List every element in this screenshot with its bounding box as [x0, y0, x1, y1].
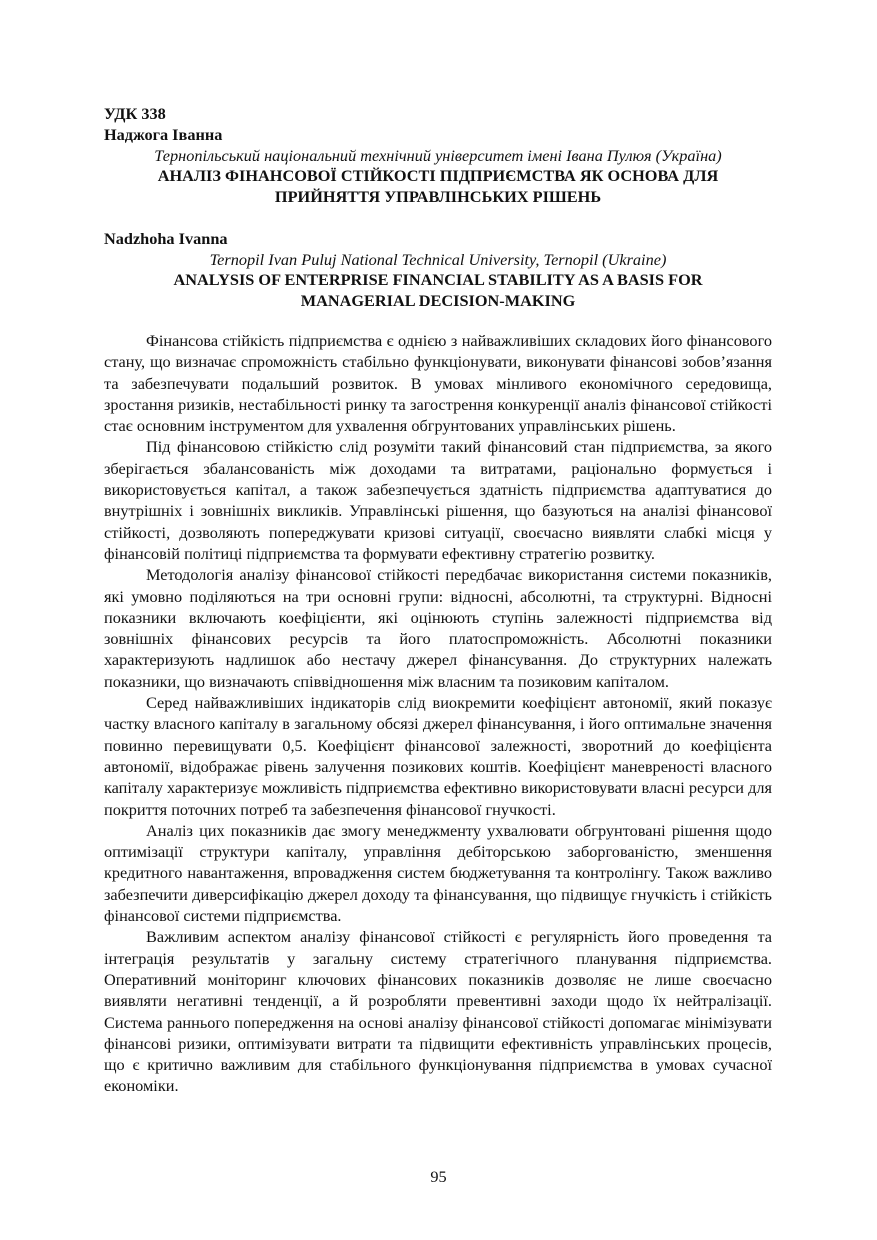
- page-number: 95: [430, 1167, 447, 1186]
- affiliation-en: Ternopil Ivan Puluj National Technical University, Ternopil (Ukraine): [209, 250, 667, 269]
- article-title-ua: АНАЛІЗ ФІНАНСОВОЇ СТІЙКОСТІ ПІДПРИЄМСТВА ЯК ОСНОВА ДЛЯ ПРИЙНЯТТЯ УПРАВЛІНСЬКИХ РІШЕНЬ: [157, 166, 719, 206]
- udc-code: УДК 338: [104, 104, 166, 123]
- body-paragraph: Важливим аспектом аналізу фінансової стійкості є регулярність його проведення та інтеграція результатів у загальну систему стратегічного планування підприємства. Оперативний моніторинг ключових фінансових показників дозволяє не лише своєчасно виявляти негативні тенденції, а й розробляти превентивні заходи щодо їх нейтралізації. Система раннього попередження на основі аналізу фінансової стійкості допомагає мінімізувати фінансові ризики, оптимізувати витрати та підвищити ефективність управлінських процесів, що є критично важливим для стабільного функціонування підприємства в умовах сучасної економіки.: [104, 927, 772, 1096]
- author-name-en: Nadzhoha Ivanna: [104, 229, 228, 248]
- author-name-ua: Наджога Іванна: [104, 125, 223, 144]
- affiliation-ua: Тернопільський національний технічний університет імені Івана Пулюя (Україна): [154, 146, 722, 165]
- article-title-en: ANALYSIS OF ENTERPRISE FINANCIAL STABILITY AS A BASIS FOR MANAGERIAL DECISION-MAKING: [173, 270, 703, 310]
- body-paragraph: Серед найважливіших індикаторів слід виокремити коефіцієнт автономії, який показує частку власного капіталу в загальному обсязі джерел фінансування, і його оптимальне значення повинно перевищувати 0,5. Коефіцієнт фінансової залежності, зворотний до коефіцієнта автономії, відображає рівень залучення позикових коштів. Коефіцієнт маневреності власного капіталу характеризує можливість підприємства ефективно використовувати власні ресурси для покриття поточних потреб та забезпечення фінансової гнучкості.: [104, 693, 772, 819]
- body-paragraph: Аналіз цих показників дає змогу менеджменту ухвалювати обгрунтовані рішення щодо оптимізації структури капіталу, управління дебіторською заборгованістю, зменшення кредитного навантаження, впровадження систем бюджетування та контролінгу. Також важливо забезпечити диверсифікацію джерел доходу та фінансування, що підвищує гнучкість і стійкість фінансової системи підприємства.: [104, 820, 772, 926]
- spacer: [104, 207, 772, 228]
- body-paragraph: Методологія аналізу фінансової стійкості передбачає використання системи показників, які умовно поділяються на три основні групи: відносні, абсолютні, та структурні. Відносні показники включають коефіцієнти, які оцінюють ступінь залежності підприємства від зовнішніх фінансових ресурсів та його платоспроможність. Абсолютні показники характеризують надлишок або нестачу джерел фінансування. До структурних належать показники, що визначають співвідношення між власним та позиковим капіталом.: [104, 565, 772, 691]
- spacer: [104, 311, 772, 330]
- body-paragraph: Під фінансовою стійкістю слід розуміти такий фінансовий стан підприємства, за якого зберігається збалансованість між доходами та витратами, раціонально формується і використовується капітал, а також забезпечується здатність підприємства адаптуватися до внутрішніх і зовнішніх викликів. Управлінські рішення, що базуються на аналізі фінансової стійкості, дозволяють попереджувати кризові ситуації, своєчасно виявляти слабкі місця у фінансовій політиці підприємства та формувати ефективну стратегію розвитку.: [104, 437, 772, 563]
- body-paragraph: Фінансова стійкість підприємства є однією з найважливіших складових його фінансового стану, що визначає спроможність стабільно функціонувати, виконувати фінансові зобов’язання та забезпечувати подальший розвиток. В умовах мінливого економічного середовища, зростання ризиків, нестабільності ринку та загострення конкуренції аналіз фінансової стійкості стає основним інструментом для ухвалення обгрунтованих управлінських рішень.: [104, 331, 772, 436]
- article-page: [104, 103, 772, 1097]
